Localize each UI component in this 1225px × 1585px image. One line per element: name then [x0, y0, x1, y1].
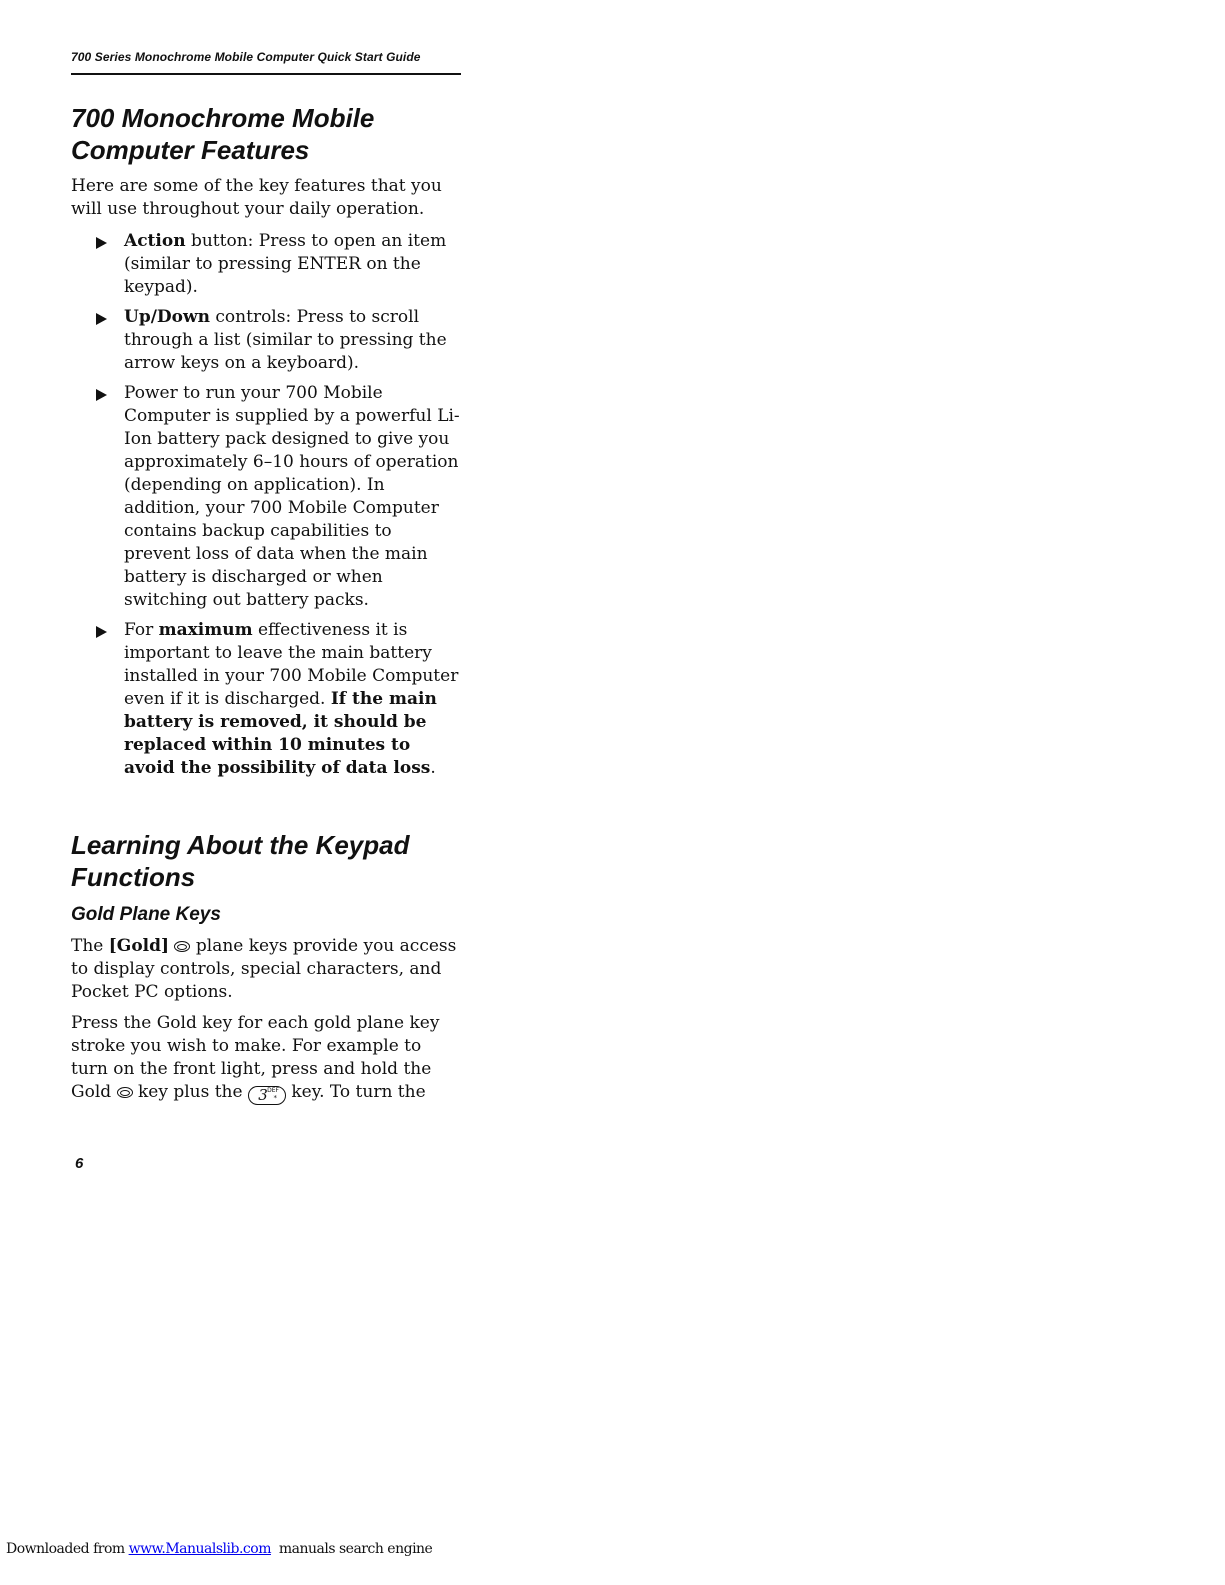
footer-prefix: Downloaded from [6, 1541, 129, 1557]
bullet-text: controls: Press to scroll through a list (similar to pressing the arrow keys on a keyboard). [124, 307, 447, 373]
key-3-sublabel-2: * [273, 1094, 277, 1102]
section-keypad [71, 829, 463, 1105]
list-item-power [71, 382, 463, 612]
bullet-text: Power to run your 700 Mobile Computer is supplied by a powerful Li-Ion battery pack designed to give you approximately 6–10 hours of operation (depending on application). In addition, your 700 Mobile Computer contains backup capabilities to prevent loss of data when the main battery is discharged or when switching out battery packs. [124, 383, 460, 610]
subsection-title-gold-plane: Gold Plane Keys [71, 904, 221, 925]
text-run: key. To turn the [285, 1082, 426, 1102]
text-run: The [71, 936, 109, 956]
gold-key-instructions [71, 1012, 463, 1105]
bullet-arrow-icon [96, 626, 107, 638]
bullet-pre: For [124, 620, 159, 640]
footer-suffix: manuals search engine [270, 1541, 433, 1557]
title-line-2: Computer Features [71, 135, 310, 165]
section-title-keypad [71, 829, 463, 893]
title-line-2: Functions [71, 862, 196, 892]
bullet-warning-bold: If the main battery is removed, it should be replaced within 10 minutes to avoid the possibility of data loss [124, 689, 437, 778]
title-line-1: Learning About the Keypad [71, 830, 410, 860]
title-line-1: 700 Monochrome Mobile [71, 103, 375, 133]
list-item-updown [71, 306, 463, 375]
intro-paragraph: Here are some of the key features that you will use throughout your daily operation. [71, 176, 442, 219]
gold-key-icon [117, 1087, 133, 1098]
gold-key-icon [174, 941, 190, 952]
key-3-label: 3 [258, 1086, 268, 1104]
bullet-post: . [430, 758, 436, 778]
text-run: plane keys provide you access to display controls, special characters, and Pocket PC options. [71, 936, 457, 1002]
gold-plane-paragraph [71, 935, 463, 1004]
page-number: 6 [75, 1155, 84, 1172]
download-footer [6, 1541, 432, 1557]
section-title-features [71, 102, 463, 166]
bullet-text: effectiveness it is important to leave the main battery installed in your 700 Mobile Computer even if it is discharged. [124, 620, 459, 709]
bullet-arrow-icon [96, 237, 107, 249]
bullet-bold: Action [124, 231, 186, 251]
manualslib-link[interactable]: www.Manualslib.com [128, 1541, 271, 1557]
running-header: 700 Series Monochrome Mobile Computer Quick Start Guide [71, 50, 421, 64]
gold-key-label: [Gold] [108, 936, 170, 956]
bullet-arrow-icon [96, 389, 107, 401]
feature-list [71, 230, 463, 780]
bullet-arrow-icon [96, 313, 107, 325]
bullet-bold: maximum [158, 620, 253, 640]
list-item-action [71, 230, 463, 299]
text-run: Press the Gold key for each gold plane key stroke you wish to make. For example to turn on the front light, press and hold the Gold [71, 1013, 440, 1102]
key-3-sublabel: DEF [267, 1087, 279, 1094]
text-run: key plus the [132, 1082, 248, 1102]
list-item-battery-warning [71, 619, 463, 780]
bullet-text: button: Press to open an item (similar to pressing ENTER on the keypad). [124, 231, 447, 297]
bullet-bold: Up/Down [124, 307, 210, 327]
key-3-def-icon [248, 1086, 286, 1105]
header-rule [71, 73, 461, 75]
section-features [71, 102, 463, 787]
